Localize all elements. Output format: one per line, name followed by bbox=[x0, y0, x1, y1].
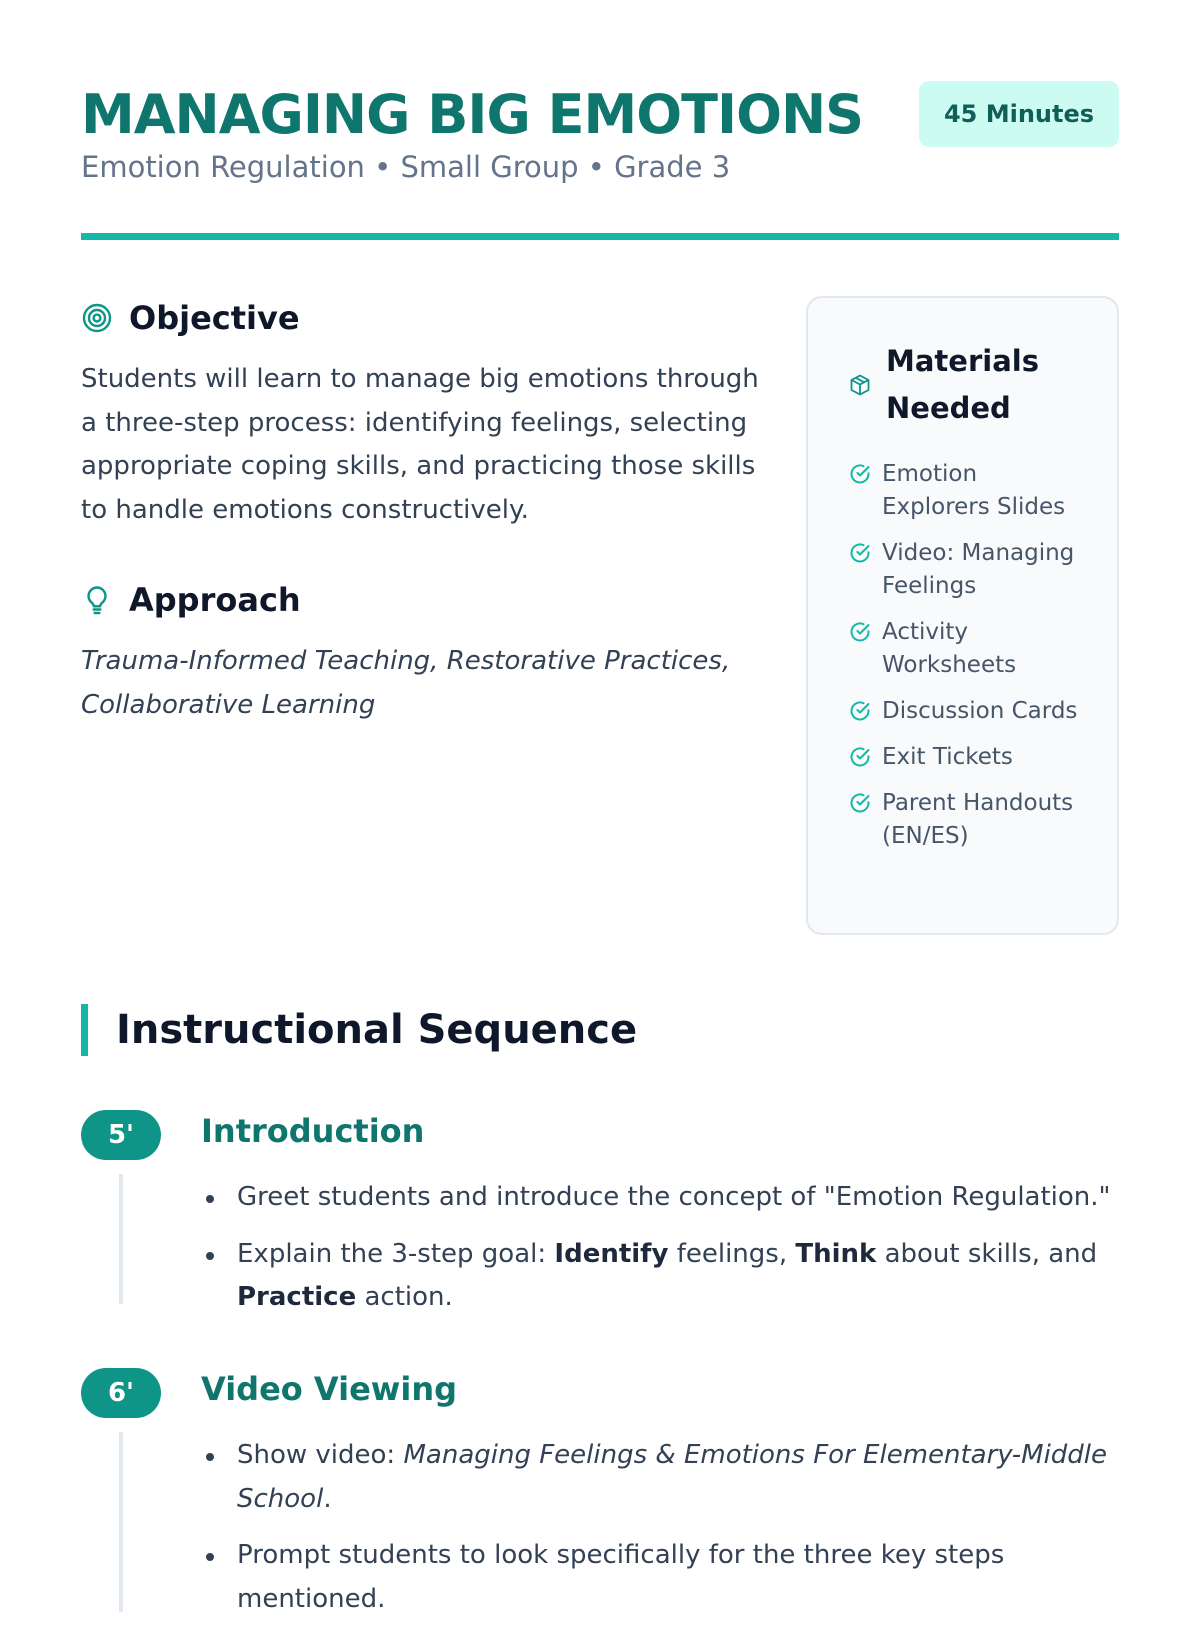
list-item: Greet students and introduce the concept of "Emotion Regulation." bbox=[201, 1176, 1119, 1220]
list-item: Show video: Managing Feelings & Emotions For Elementary-Middle School. bbox=[201, 1434, 1119, 1521]
header bbox=[81, 0, 1119, 244]
check-circle-icon bbox=[848, 745, 872, 769]
check-circle-icon bbox=[848, 462, 872, 486]
step-title: Video Viewing bbox=[201, 1370, 457, 1408]
approach-text: Trauma-Informed Teaching, Restorative Practices, Collaborative Learning bbox=[81, 646, 731, 720]
step-time-badge: 6' bbox=[81, 1368, 161, 1418]
page-title: MANAGING BIG EMOTIONS bbox=[81, 83, 864, 146]
list-item: Activity Worksheets bbox=[848, 616, 1089, 682]
materials-heading-row bbox=[848, 338, 1089, 432]
duration-badge: 45 Minutes bbox=[919, 81, 1119, 147]
list-item: Exit Tickets bbox=[848, 741, 1089, 774]
objective-text: Students will learn to manage big emotions through a three-step process: identifying feelings, selecting appropriate coping skills, and practicing those skills to handle emotions constructively. bbox=[81, 364, 759, 525]
list-item: Explain the 3-step goal: Identify feelings, Think about skills, and Practice action. bbox=[201, 1233, 1119, 1320]
step-bullets bbox=[201, 1434, 1119, 1634]
list-item: Discussion Cards bbox=[848, 695, 1089, 728]
materials-heading: Materials Needed bbox=[886, 344, 1039, 425]
approach-heading-row bbox=[81, 578, 761, 622]
list-item: Prompt students to look specifically for the three key steps mentioned. bbox=[201, 1534, 1119, 1621]
materials-card bbox=[806, 296, 1119, 935]
objective-heading-row bbox=[81, 296, 761, 340]
list-item: Video: Managing Feelings bbox=[848, 537, 1089, 603]
materials-list bbox=[848, 458, 1089, 853]
check-circle-icon bbox=[848, 541, 872, 565]
target-icon bbox=[81, 302, 113, 334]
check-circle-icon bbox=[848, 620, 872, 644]
step-time-badge: 5' bbox=[81, 1110, 161, 1160]
approach-block bbox=[81, 578, 761, 727]
lightbulb-icon bbox=[81, 584, 113, 616]
step-bullets bbox=[201, 1176, 1119, 1333]
list-item: Parent Handouts (EN/ES) bbox=[848, 787, 1089, 853]
check-circle-icon bbox=[848, 791, 872, 815]
list-item: Emotion Explorers Slides bbox=[848, 458, 1089, 524]
check-circle-icon bbox=[848, 699, 872, 723]
overview-left-column bbox=[81, 296, 761, 727]
approach-heading: Approach bbox=[129, 581, 301, 619]
package-icon bbox=[848, 373, 872, 397]
objective-heading: Objective bbox=[129, 299, 300, 337]
page-subtitle: Emotion Regulation • Small Group • Grade 3 bbox=[81, 150, 731, 184]
timeline-connector bbox=[119, 1174, 123, 1304]
header-divider bbox=[81, 233, 1119, 240]
step-title: Introduction bbox=[201, 1112, 425, 1150]
sequence-heading: Instructional Sequence bbox=[81, 1004, 637, 1056]
overview-section bbox=[81, 244, 1119, 964]
timeline-connector bbox=[119, 1432, 123, 1612]
